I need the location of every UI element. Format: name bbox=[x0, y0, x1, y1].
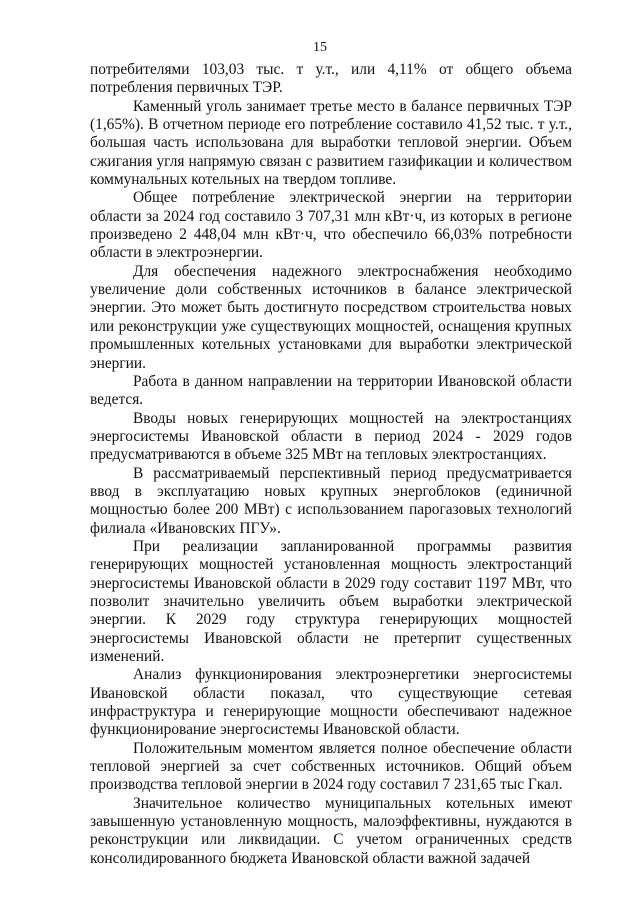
paragraph-heat-supply: Положительным моментом является полное обеспечение области тепловой энергией за счет собственных источников. Общий объем производства тепловой энергии в 2024 году составил 7 231,65 тыс Гкал. bbox=[90, 739, 572, 794]
page-number: 15 bbox=[313, 40, 327, 55]
paragraph-continuation: потребителями 103,03 тыс. т у.т., или 4,11% от общего объема потребления первичных ТЭР. bbox=[90, 61, 572, 97]
paragraph-coal: Каменный уголь занимает третье место в балансе первичных ТЭР (1,65%). В отчетном периоде его потребление составило 41,52 тыс. т у.т., большая часть использована для выработки тепловой энергии. Объем сжигания угля напрямую связан с развитием газификации и количеством коммунальных котельных на твердом топливе. bbox=[90, 97, 572, 189]
paragraph-reliable-supply: Для обеспечения надежного электроснабжения необходимо увеличение доли собственных источников в балансе электрической энергии. Это может быть достигнуто посредством строительства новых или реконструкции уже существующих мощностей, оснащения крупных промышленных котельных установками для выработки электрической энергии. bbox=[90, 262, 572, 372]
paragraph-electricity-consumption: Общее потребление электрической энергии на территории области за 2024 год составило 3 707,31 млн кВт·ч, из которых в регионе произведено 2 448,04 млн кВт·ч, что обеспечило 66,03% потребности области в электроэнергии. bbox=[90, 189, 572, 262]
body-text bbox=[90, 61, 572, 868]
paragraph-analysis: Анализ функционирования электроэнергетики энергосистемы Ивановской области показал, что существующие сетевая инфраструктура и генерирующие мощности обеспечивают надежное функционирование энергосистемы Ивановской области. bbox=[90, 666, 572, 739]
paragraph-municipal-boilers: Значительное количество муниципальных котельных имеют завышенную установленную мощность, малоэффективны, нуждаются в реконструкции или ликвидации. С учетом ограниченных средств консолидированного бюджета Ивановской области важной задачей bbox=[90, 794, 572, 867]
paragraph-work-in-progress: Работа в данном направлении на территории Ивановской области ведется. bbox=[90, 372, 572, 409]
paragraph-development-program: При реализации запланированной программы развития генерирующих мощностей установленная мощность электростанций энергосистемы Ивановской области в 2029 году составит 1197 МВт, что позволит значительно увеличить объем выработки электрической энергии. К 2029 году структура генерирующих мощностей энергосистемы Ивановской области не претерпит существенных изменений. bbox=[90, 537, 572, 665]
paragraph-new-power-units: В рассматриваемый перспективный период предусматривается ввод в эксплуатацию новых крупных энергоблоков (единичной мощностью более 200 МВт) с использованием парогазовых технологий филиала «Ивановских ПГУ». bbox=[90, 464, 572, 537]
paragraph-new-capacity: Вводы новых генерирующих мощностей на электростанциях энергосистемы Ивановской области в период 2024 - 2029 годов предусматриваются в объеме 325 МВт на тепловых электростанциях. bbox=[90, 409, 572, 464]
